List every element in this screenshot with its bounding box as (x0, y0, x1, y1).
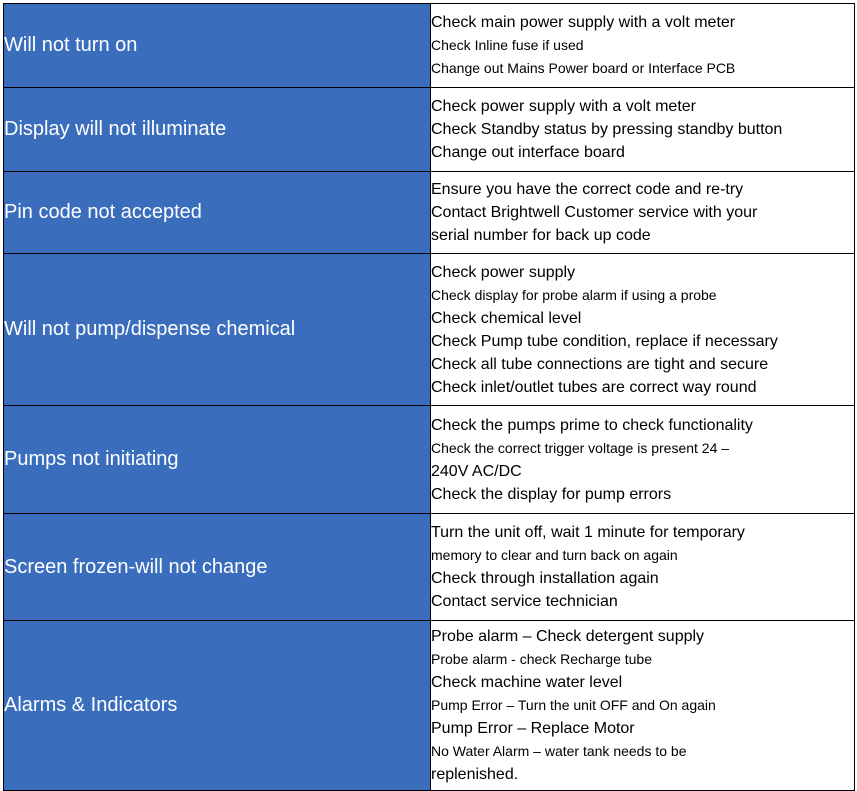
solution-line: Contact service technician (431, 593, 618, 610)
solution-line: No Water Alarm – water tank needs to be (431, 743, 687, 759)
problem-cell: Screen frozen-will not change (4, 514, 431, 621)
solution-line: Check inlet/outlet tubes are correct way round (431, 378, 757, 396)
solution-line: Change out Mains Power board or Interface PCB (431, 60, 736, 76)
solution-cell (431, 88, 855, 172)
solution-cell (431, 254, 855, 406)
table-row (4, 514, 855, 621)
problem-cell: Will not pump/dispense chemical (4, 254, 431, 406)
solution-line: Probe alarm - check Recharge tube (431, 651, 652, 667)
solution-line: Check machine water level (431, 674, 623, 691)
solution-cell (431, 621, 855, 791)
solution-line: Check Pump tube condition, replace if necessary (431, 332, 778, 350)
solution-line: replenished. (431, 766, 519, 783)
solution-line: Check the correct trigger voltage is present 24 – (431, 439, 730, 456)
solution-line: Ensure you have the correct code and re-try (431, 181, 744, 198)
solution-line: memory to clear and turn back on again (431, 547, 678, 563)
solution-cell (431, 406, 855, 514)
solution-line: Check chemical level (431, 309, 582, 327)
solution-line: serial number for back up code (431, 227, 651, 244)
table-row (4, 172, 855, 254)
solution-line: Turn the unit off, wait 1 minute for temporary (431, 524, 745, 541)
solution-line: Check power supply (431, 263, 576, 281)
solution-line: Check power supply with a volt meter (431, 98, 696, 115)
solution-line: Check the display for pump errors (431, 485, 672, 503)
problem-cell: Will not turn on (4, 4, 431, 88)
solution-line: Change out interface board (431, 144, 625, 161)
solution-line: Pump Error – Turn the unit OFF and On again (431, 697, 716, 713)
solution-line: Check display for probe alarm if using a probe (431, 286, 717, 303)
solution-cell (431, 514, 855, 621)
troubleshooting-table (3, 3, 855, 791)
table-row (4, 4, 855, 88)
table-row (4, 406, 855, 514)
solution-line: Check main power supply with a volt meter (431, 14, 736, 31)
solution-cell (431, 172, 855, 254)
solution-cell (431, 4, 855, 88)
problem-cell: Alarms & Indicators (4, 621, 431, 791)
solution-line: 240V AC/DC (431, 462, 522, 480)
solution-line: Check the pumps prime to check functionality (431, 416, 753, 434)
solution-line: Contact Brightwell Customer service with your (431, 204, 758, 221)
problem-cell: Display will not illuminate (4, 88, 431, 172)
table-row (4, 254, 855, 406)
problem-cell: Pumps not initiating (4, 406, 431, 514)
solution-line: Check through installation again (431, 570, 659, 587)
table-row (4, 621, 855, 791)
solution-line: Check Standby status by pressing standby button (431, 121, 783, 138)
table-row (4, 88, 855, 172)
solution-line: Pump Error – Replace Motor (431, 720, 635, 737)
table-body (4, 4, 855, 791)
solution-line: Probe alarm – Check detergent supply (431, 628, 705, 645)
problem-cell: Pin code not accepted (4, 172, 431, 254)
solution-line: Check Inline fuse if used (431, 37, 584, 53)
solution-line: Check all tube connections are tight and secure (431, 355, 769, 373)
